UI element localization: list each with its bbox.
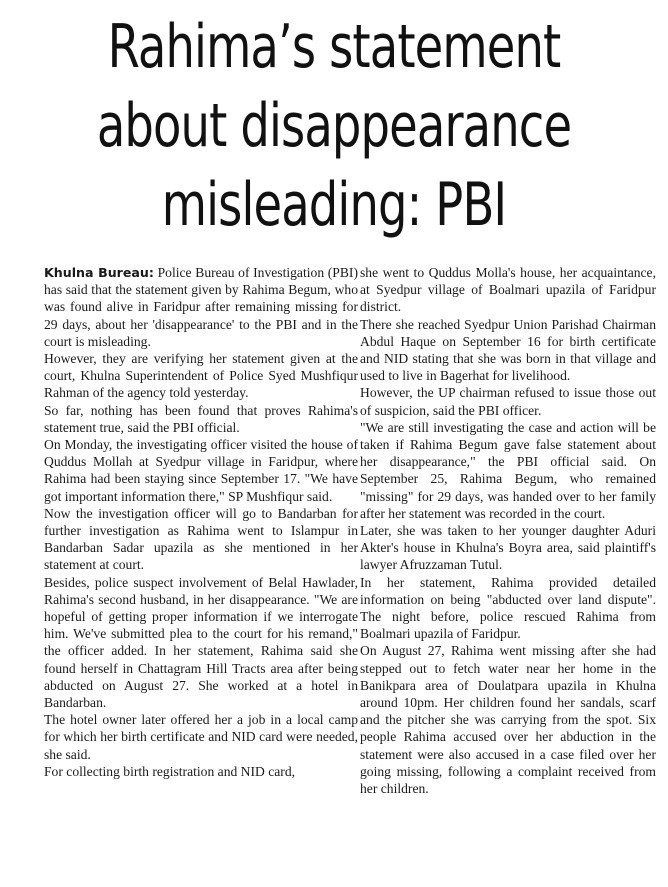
headline-line-1: Rahima’s statement [107, 12, 561, 82]
headline-line-2: about disappearance [96, 91, 572, 161]
paragraph: However, the UP chairman refused to issue those out of suspicion, said the PBI officer. [360, 385, 656, 418]
paragraph: The hotel owner later offered her a job in a local camp for which her birth certificate and NID card were needed, she said. [44, 712, 358, 762]
paragraph: So far, nothing has been found that proves Rahima's statement true, said the PBI official. [44, 402, 358, 435]
right-column [360, 264, 656, 884]
paragraph: There she reached Syedpur Union Parishad Chairman Abdul Haque on September 16 for birth certificate and NID stating that she was born in that village and used to live in Bagerhat for livelihood. [360, 316, 656, 384]
paragraph: Besides, police suspect involvement of Belal Hawlader, Rahima's second husband, in her disappearance. "We are hopeful of getting proper information if we interrogate him. We've submitted plea to the court for his remand," the officer added. In her statement, Rahima said she found herself in Chattagram Hill Tracts area after being abducted on August 27. She worked at a hotel in Bandarban. [44, 574, 358, 711]
paragraph: On August 27, Rahima went missing after she had stepped out to fetch water near her home in the Banikpara area of Doulatpara upazila in Khulna around 10pm. Her children found her sandals, scarf and the pitcher she was carrying from the spot. Six people Rahima accused over her abduction in the statement were also accused in a case filed over her going missing, following a complaint received from her children. [360, 643, 656, 797]
paragraph: On Monday, the investigating officer visited the house of Quddus Mollah at Syedpur village in Faridpur, where Rahima had been staying since September 17. "We have got important information there," SP Mushfiqur said. [44, 437, 358, 504]
article-body [44, 264, 656, 884]
dateline: Khulna Bureau: [44, 265, 154, 280]
headline [47, 8, 621, 245]
paragraph: Later, she was taken to her younger daughter Aduri Akter's house in Khulna's Boyra area, said plaintiff's lawyer Afruzzaman Tutul. [360, 523, 656, 573]
paragraph: For collecting birth registration and NID card, [44, 763, 296, 779]
paragraph-text: Police Bureau of Investigation (PBI) has said that the statement given by Rahima Begum, who was found alive in Faridpur after remaining missing for 29 days, about her 'disappearance' to the PBI and in the court is misleading. [44, 265, 358, 349]
paragraph: In her statement, Rahima provided detailed information on being "abducted over land dispute". The night before, police rescued Rahima from Boalmari upazila of Faridpur. [360, 574, 656, 642]
paragraph: she went to Quddus Molla's house, her acquaintance, at Syedpur village of Boalmari upazila of Faridpur district. [360, 265, 656, 315]
paragraph: However, they are verifying her statement given at the court, Khulna Superintendent of Police Syed Mushfiqur Rahman of the agency told yesterday. [44, 351, 358, 401]
headline-line-3: misleading: PBI [161, 170, 507, 240]
paragraph: "We are still investigating the case and action will be taken if Rahima Begum gave false statement about her disappearance," the PBI official said. On September 25, Rahima Begum, who remained "missing" for 29 days, was handed over to her family after her statement was recorded in the court. [360, 419, 656, 521]
paragraph [44, 264, 358, 350]
paragraph: Now the investigation officer will go to Bandarban for further investigation as Rahima went to Islampur in Bandarban Sadar upazila as she mentioned in her statement at court. [44, 505, 358, 573]
left-column [44, 264, 358, 884]
